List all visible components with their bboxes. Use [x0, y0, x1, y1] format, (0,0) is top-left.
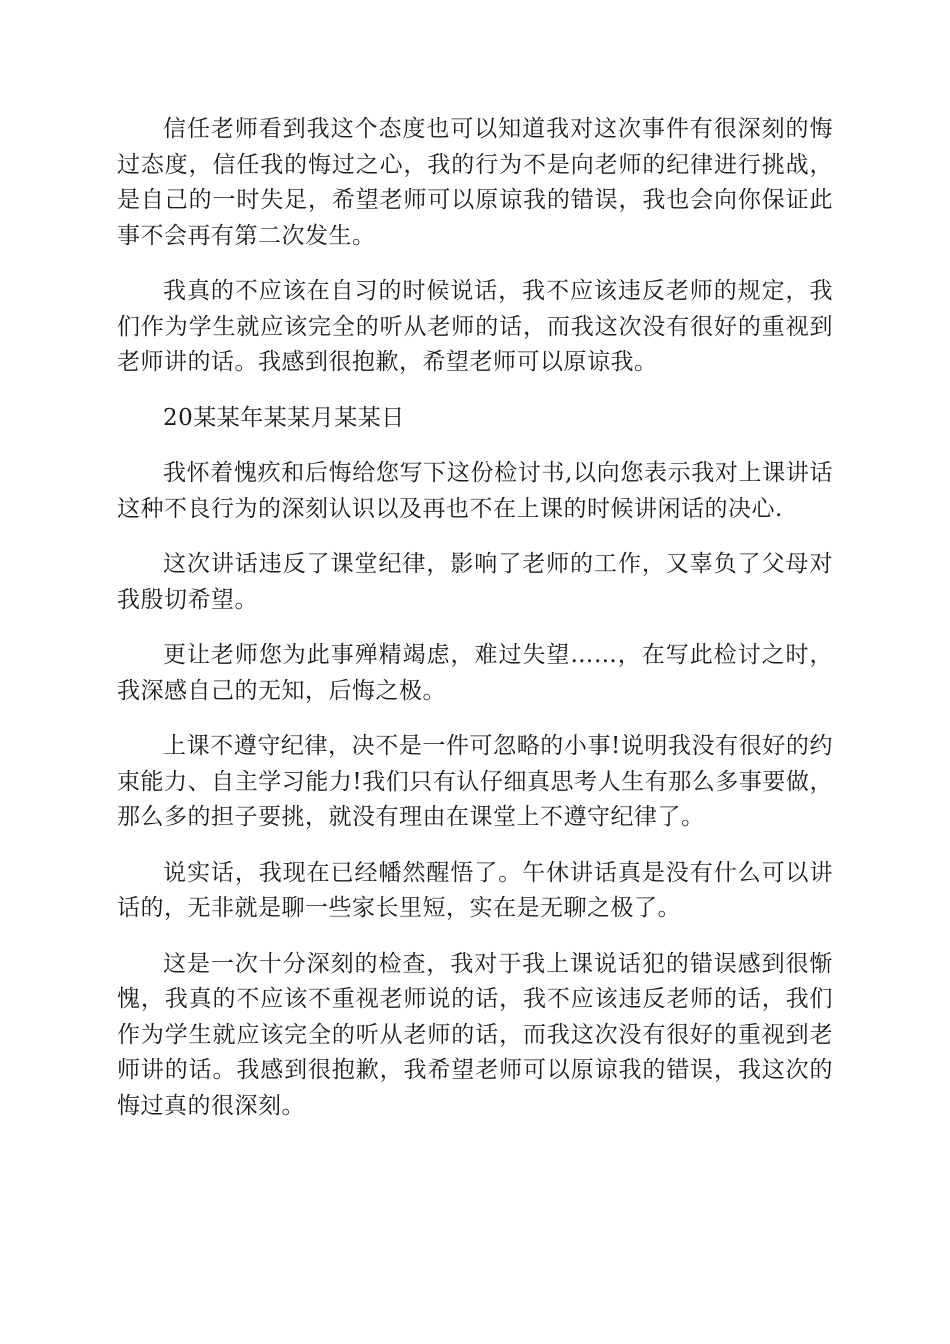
document-body — [117, 112, 833, 1144]
paragraph-2: 我真的不应该在自习的时候说话，我不应该违反老师的规定，我们作为学生就应该完全的听从老师的话，而我这次没有很好的重视到老师讲的话。我感到很抱歉，希望老师可以原谅我。 — [117, 278, 833, 375]
paragraph-1: 信任老师看到我这个态度也可以知道我对这次事件有很深刻的悔过态度，信任我的悔过之心，我的行为不是向老师的纪律进行挑战，是自己的一时失足，希望老师可以原谅我的错误，我也会向你保证此事不会再有第二次发生。 — [117, 116, 833, 249]
paragraph-3: 我怀着愧疚和后悔给您写下这份检讨书,以向您表示我对上课讲话这种不良行为的深刻认识以及再也不在上课的时候讲闲话的决心. — [117, 460, 833, 522]
paragraph-7: 说实话，我现在已经幡然醒悟了。午休讲话真是没有什么可以讲话的，无非就是聊一些家长里短，实在是无聊之极了。 — [117, 859, 833, 921]
paragraph-6: 上课不遵守纪律，决不是一件可忽略的小事!说明我没有很好的约束能力、自主学习能力!我们只有认仔细真思考人生有那么多事要做，那么多的担子要挑，就没有理由在课堂上不遵守纪律了。 — [117, 733, 833, 830]
paragraph-4: 这次讲话违反了课堂纪律，影响了老师的工作，又辜负了父母对我殷切希望。 — [117, 551, 833, 613]
date-line: 20某某年某某月某某日 — [163, 404, 405, 431]
paragraph-5: 更让老师您为此事殚精竭虑，难过失望……，在写此检讨之时，我深感自己的无知，后悔之极。 — [117, 642, 833, 704]
paragraph-8: 这是一次十分深刻的检查，我对于我上课说话犯的错误感到很惭愧，我真的不应该不重视老师说的话，我不应该违反老师的话，我们作为学生就应该完全的听从老师的话，而我这次没有很好的重视到老师讲的话。我感到很抱歉，我希望老师可以原谅我的错误，我这次的悔过真的很深刻。 — [117, 950, 833, 1119]
